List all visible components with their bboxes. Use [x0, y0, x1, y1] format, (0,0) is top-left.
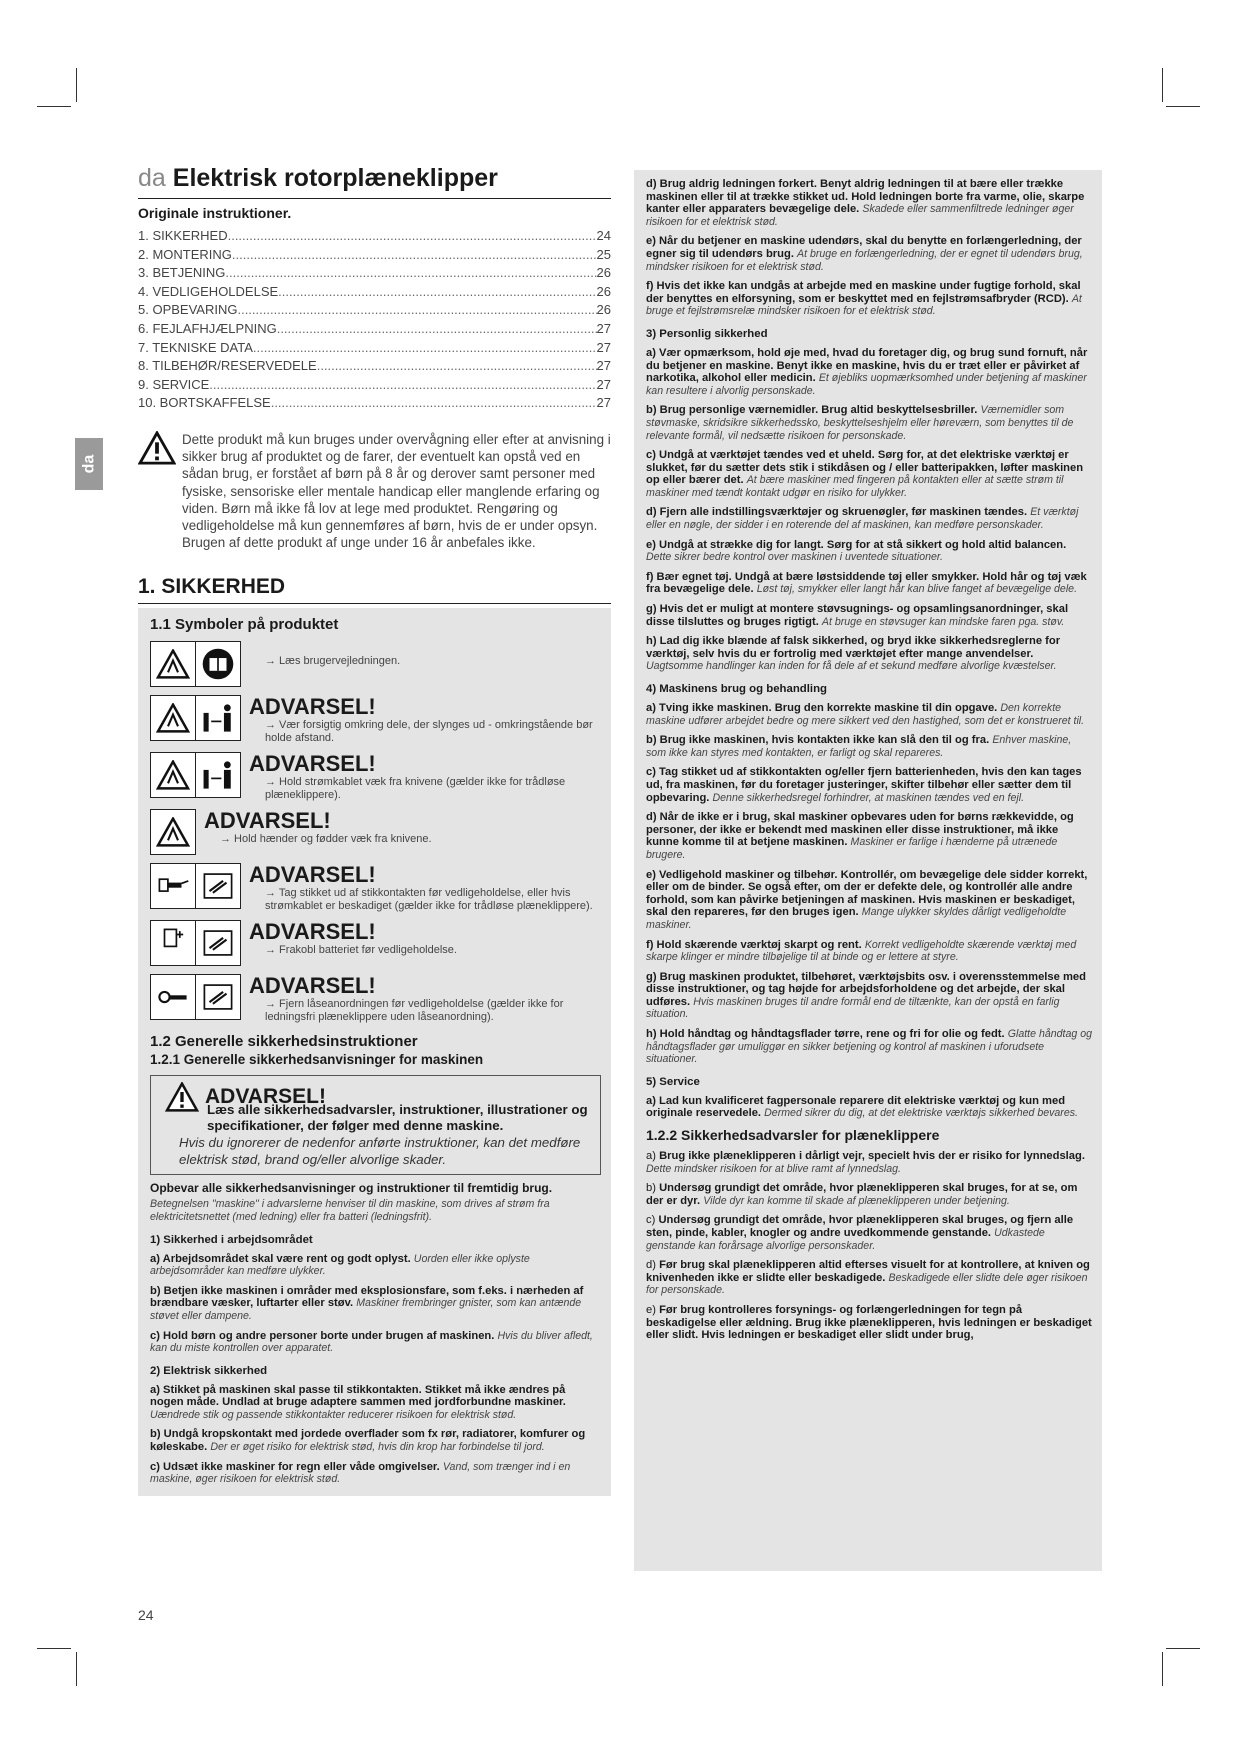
symbol-description — [249, 641, 601, 668]
paragraph-bold: b) Betjen ikke maskinen i områder med eksplosionsfare, som f.eks. i nærheden af brændbare væsker, luftarter eller støv. — [150, 1284, 584, 1310]
paragraph-note: Hvis du bliver afledt, kan du miste kontrollen over apparatet. — [150, 1329, 593, 1355]
electric-shock-icon — [151, 753, 195, 797]
toc-item — [138, 246, 611, 265]
paragraph-bold: a) Arbejdsområdet skal være rent og godt oplyst. — [150, 1252, 411, 1265]
symbol-description — [249, 974, 601, 1023]
paragraph-bold: g) Brug maskinen produktet, tilbehøret, værktøjsbits osv. i overensstemmelse med disse instruktioner, og tag højde for arbejdsforholdene og det arbejde, der skal udføres. — [646, 970, 1086, 1008]
safety-paragraph — [150, 1384, 601, 1422]
symbol-text: → Hold hænder og fødder væk fra knivene. — [220, 833, 432, 846]
toc-label: 9. SERVICE — [138, 376, 210, 392]
toc-item — [138, 283, 611, 302]
symbol-box — [150, 863, 241, 909]
paragraph-note: Glatte håndtag og håndtagsflader gør umuliggør en sikker betjening og kontrol af maskinen i uforudsete situationer. — [646, 1028, 1092, 1066]
symbol-row — [150, 974, 601, 1023]
paragraph-note: Der er øget risiko for elektrisk stød, hvis din krop har forbindelse til jord. — [210, 1441, 545, 1454]
table-of-contents — [138, 227, 611, 413]
toc-label: 5. OPBEVARING — [138, 302, 238, 318]
safety-key-icon — [151, 975, 195, 1019]
toc-page: 27 — [596, 320, 611, 336]
subsection-heading: 5) Service — [646, 1075, 700, 1088]
paragraph-note: Maskiner er farlige i hænderne på utrænede brugere. — [646, 836, 1058, 861]
safety-paragraph — [646, 1095, 1092, 1120]
mower-safety-item — [646, 1259, 1092, 1297]
machine-safety-heading: 1.2.1 Generelle sikkerhedsanvisninger for maskinen — [150, 1052, 484, 1068]
paragraph-note: Dette sikrer bedre kontrol over maskinen i uventede situationer. — [646, 551, 943, 564]
paragraph-bold: Brug ikke plæneklipperen i dårligt vejr, specielt hvis der er risiko for lynnedslag. — [659, 1150, 1085, 1163]
paragraph-bold: e) Når du betjener en maskine udendørs, skal du benytte en forlængerledning, der egner sig til udendørs brug. — [646, 235, 1082, 260]
paragraph-bold: b) Brug ikke maskinen, hvis kontakten ikke kan slå den til og fra. — [646, 734, 990, 747]
advarsel-label: ADVARSEL! — [249, 973, 376, 999]
symbol-row — [150, 863, 601, 912]
item-letter: e) — [646, 1303, 656, 1316]
toc-page: 26 — [596, 283, 611, 299]
safety-paragraph — [646, 939, 1092, 964]
paragraph-bold: Før brug kontrolleres forsynings- og forlængerledningen for tegn på beskadigelse eller ældning. Brug ikke plæneklipperen, hvis ledningen er beskadiget eller slidt. Hvis ledningen er beskadiget eller slidt under brug, — [646, 1303, 1092, 1342]
toc-item — [138, 301, 611, 320]
paragraph-note: Beskadigede eller slidte dele øger risikoen for personskade. — [646, 1271, 1088, 1297]
paragraph-note: Dermed sikrer du dig, at det elektriske værktøjs sikkerhed bevares. — [764, 1107, 1078, 1120]
toc-page: 26 — [596, 302, 611, 318]
safety-paragraph — [150, 1285, 601, 1323]
advarsel-label: ADVARSEL! — [249, 694, 376, 720]
paragraph-bold: d) Når de ikke er i brug, skal maskiner opbevares uden for børns rækkevidde, og personer, der ikke er bekendt med maskinen eller disse instruktioner, må ikke kunne komme til at betjene maskinen. — [646, 811, 1074, 849]
paragraph-note: At bruge en støvsuger kan mindske faren pga. støv. — [821, 615, 1065, 628]
paragraph-bold: Undersøg grundigt det område, hvor plæneklipperen skal bruges, og fjern alle sten, pinde, kabler, knogler og andre uvedkommende genstande. — [646, 1214, 1074, 1239]
toc-label: 7. TEKNISKE DATA — [138, 339, 253, 355]
toc-leader — [253, 339, 597, 358]
safety-paragraph — [646, 702, 1092, 727]
left-column — [138, 162, 611, 1496]
hand-blade-icon — [151, 810, 195, 854]
safety-paragraph — [150, 1461, 601, 1486]
paragraph-bold: h) Lad dig ikke blænde af falsk sikkerhed, og bryd ikke sikkerhedsreglerne for værktøj, selv hvis du er fortrolig med værktøjet efter mange anvendelser. — [646, 635, 1061, 660]
toc-page: 26 — [596, 265, 611, 281]
paragraph-bold: b) Brug personlige værnemidler. Brug altid beskyttelsesbriller. — [646, 404, 978, 417]
paragraph-bold: e) Vedligehold maskiner og tilbehør. Kontrollér, om bevægelige dele sidder korrekt, eller om de binder. Se også efter, om der er defekte dele, og kontrollér alle andre forhold, som kan påvirke betjeningen af maskinen. Hvis maskinen er beskadiget, skal den repareres, før den bruges igen. — [646, 868, 1088, 919]
advarsel-label: ADVARSEL! — [249, 919, 376, 945]
symbol-text: → Fjern låseanordningen før vedligeholdelse (gælder ikke for ledningsfri plæneklippere uden låseanordning). — [265, 998, 564, 1023]
paragraph-note: Dette mindsker risikoen for at blive ramt af lynnedslag. — [646, 1162, 901, 1175]
advarsel-label: ADVARSEL! — [204, 808, 331, 834]
language-tab: da — [75, 438, 103, 490]
toc-label: 1. SIKKERHED — [138, 228, 228, 243]
toc-leader — [237, 301, 596, 320]
paragraph-note: Korrekt vedligeholdte skærende værktøj med skarpe klinger er mindre tilbøjelige til at binde og er lettere at styre. — [646, 938, 1077, 964]
symbol-row — [150, 641, 601, 687]
toc-leader — [225, 264, 596, 283]
paragraph-bold: f) Hold skærende værktøj skarpt og rent. — [646, 938, 862, 951]
safety-paragraph — [646, 811, 1092, 861]
advarsel-label: ADVARSEL! — [249, 751, 376, 777]
toc-label: 3. BETJENING — [138, 265, 226, 281]
cable-blades-icon — [195, 753, 240, 797]
safety-paragraph — [646, 235, 1092, 273]
page-title: da Elektrisk rotorplæneklipper — [138, 164, 498, 192]
symbol-description — [249, 863, 601, 912]
section-heading-sikkerhed: 1. SIKKERHED — [138, 575, 286, 599]
subsection-heading: 4) Maskinens brug og behandling — [646, 683, 827, 695]
paragraph-bold: h) Hold håndtag og håndtagsflader tørre, rene og fri for olie og fedt. — [646, 1028, 1005, 1041]
paragraph-bold: b) Undgå kropskontakt med jordede overflader som fx rør, radiatorer, komfurer og køleskabe. — [150, 1428, 586, 1454]
safety-paragraph — [646, 178, 1092, 228]
paragraph-bold: d) Fjern alle indstillingsværktøjer og skruenøgler, før maskinen tændes. — [646, 506, 1028, 519]
crop-mark — [1166, 106, 1200, 107]
read-manual-icon — [195, 642, 240, 686]
paragraph-bold: Før brug skal plæneklipperen altid efterses visuelt for at kontrollere, at kniven og knivenheden ikke er slidte eller beskadigede. — [646, 1259, 1090, 1284]
paragraph-note: Uændrede stik og passende stikkontakter reducerer risikoen for elektrisk stød. — [150, 1408, 517, 1421]
mower-safety-item — [646, 1182, 1092, 1207]
symbol-text: → Tag stikket ud af stikkontakten før vedligeholdelse, eller hvis strømkablet er beskadiget (gælder ikke for trådløse plæneklippere). — [265, 887, 593, 912]
symbol-box — [150, 974, 241, 1020]
symbol-row — [150, 695, 601, 744]
safety-paragraph — [646, 869, 1092, 932]
symbol-box — [150, 695, 241, 741]
paragraph-bold: c) Hold børn og andre personer borte under brugen af maskinen. — [150, 1329, 495, 1342]
symbol-text: → Vær forsigtig omkring dele, der slynges ud - omkringstående bør holde afstand. — [265, 719, 593, 744]
safety-paragraph — [646, 506, 1092, 531]
symbols-list — [150, 641, 601, 1023]
toc-item — [138, 339, 611, 358]
toc-label: 8. TILBEHØR/RESERVEDELE — [138, 358, 317, 374]
warning-box: ADVARSEL! Læs alle sikkerhedsadvarsler, instruktioner, illustrationer og specifikationer, der følger med denne maskine. Hvis du ignorerer de nedenfor anførte instruktioner, kan det medføre elektrisk stød, brand og/eller alvorlige skader. — [150, 1075, 601, 1175]
safety-paragraph — [646, 971, 1092, 1021]
safety-paragraph — [646, 347, 1092, 397]
toc-page: 27 — [596, 339, 611, 355]
toc-page: 25 — [596, 246, 611, 262]
mower-safety-item — [646, 1214, 1092, 1252]
paragraph-bold: e) Undgå at strække dig for langt. Sørg for at stå sikkert og hold altid balancen. — [646, 538, 1067, 551]
paragraph-bold: c) Udsæt ikke maskiner for regn eller våde omgivelser. — [150, 1460, 440, 1473]
toc-item — [138, 320, 611, 339]
paragraph-note: At bruge en forlængerledning, der er egnet til udendørs brug, mindsker risikoen for et elektrisk stød. — [646, 247, 1083, 273]
toc-label: 2. MONTERING — [138, 246, 232, 262]
maintenance-icon — [195, 921, 240, 965]
paragraph-note: Værnemidler som støvmaske, skridsikre sikkerhedssko, beskyttelseshjelm eller høreværn, som benyttes til de relevante formål, vil nedsætte risikoen for personskade. — [646, 404, 1074, 442]
symbol-row — [150, 920, 601, 966]
safety-box — [138, 608, 611, 1496]
page-number: 24 — [138, 1607, 154, 1623]
symbol-description — [249, 752, 601, 801]
paragraph-note: Hvis maskinen bruges til andre formål end de tiltænkte, kan der opstå en farlig situation. — [646, 995, 1060, 1021]
symbol-box — [150, 920, 241, 966]
paragraph-bold: g) Hvis det er muligt at montere støvsugnings- og opsamlingsanordninger, skal disse tilsluttes og bruges rigtigt. — [646, 603, 1069, 628]
paragraph-bold: Undersøg grundigt det område, hvor plæneklipperen skal bruges, for at se, om der er dyr. — [646, 1182, 1078, 1207]
symbols-heading: 1.1 Symboler på produktet — [150, 616, 339, 634]
paragraph-bold: a) Vær opmærksom, hold øje med, hvad du foretager dig, og brug sund fornuft, når du betjener en maskine. Benyt ikke en maskine, hvis du er træt eller er påvirket af narkotika, alkohol eller medicin. — [646, 346, 1088, 385]
safety-paragraph — [646, 766, 1092, 804]
crop-mark — [1166, 1648, 1200, 1649]
maintenance-icon — [195, 975, 240, 1019]
toc-page: 27 — [596, 395, 611, 411]
paragraph-note: Den korrekte maskine udfører arbejdet bedre og mere sikkert ved den hastighed, som det er konstrueret til. — [646, 702, 1085, 727]
paragraph-note: At bære maskiner med fingeren på kontakten eller at sætte strøm til maskiner med tændt kontakt udgør en risiko for ulykker. — [646, 474, 1064, 499]
symbol-box — [150, 752, 241, 798]
paragraph-bold: c) Undgå at værktøjet tændes ved et uheld. Sørg for, at det elektriske værktøj er slukket, før du sætter dets stik i stikdåsen og / eller batteripakken, løfter maskinen op eller bærer det. — [646, 449, 1084, 487]
paragraph-bold: a) Lad kun kvalificeret fagpersonale reparere dit elektriske værktøj og kun med originale reservedele. — [646, 1094, 1066, 1120]
symbol-description — [249, 920, 601, 957]
paragraph-note: Et værktøj eller en nøgle, der sidder i en roterende del af maskinen, kan medføre personskader. — [646, 506, 1079, 532]
thrown-objects-icon — [151, 696, 195, 740]
subsection-heading: 2) Elektrisk sikkerhed — [150, 1364, 268, 1377]
safety-paragraph — [646, 539, 1092, 564]
symbol-box — [150, 641, 241, 687]
warning-triangle-icon — [138, 431, 176, 465]
mower-safety-heading: 1.2.2 Sikkerhedsadvarsler for plæneklippere — [646, 1127, 940, 1144]
toc-item — [138, 264, 611, 283]
toc-leader — [277, 320, 597, 339]
toc-leader — [209, 376, 596, 395]
paragraph-bold: f) Bær egnet tøj. Undgå at bære løstsiddende tøj eller smykker. Hold hår og tøj væk fra bevægelige dele. — [646, 570, 1087, 596]
safety-paragraph — [646, 603, 1092, 628]
safety-paragraph — [646, 635, 1092, 673]
toc-page: 27 — [596, 358, 611, 374]
toc-page: 27 — [596, 376, 611, 392]
toc-label: 10. BORTSKAFFELSE — [138, 395, 271, 411]
safety-paragraph — [150, 1428, 601, 1453]
paragraph-note: Maskiner frembringer gnister, som kan antænde støvet eller dampene. — [150, 1297, 582, 1322]
symbol-text: → Frakobl batteriet før vedligeholdelse. — [265, 944, 457, 957]
toc-leader — [228, 227, 597, 246]
warning-triangle-icon — [151, 642, 195, 686]
crop-mark — [37, 106, 71, 107]
paragraph-note: Vilde dyr kan komme til skade af plæneklipperen under betjening. — [703, 1194, 1010, 1207]
battery-remove-icon — [151, 921, 195, 965]
maintenance-icon — [195, 864, 240, 908]
advarsel-label: ADVARSEL! — [249, 862, 376, 888]
warning-triangle-icon — [165, 1082, 199, 1112]
paragraph-bold: c) Tag stikket ud af stikkontakten og/eller fjern batterienheden, hvis den kan tages ud, fra maskinen, før du foretager justeringer, skifter tilbehør eller sætter dem til opbevaring. — [646, 766, 1082, 804]
toc-page: 24 — [596, 228, 611, 243]
safety-paragraph — [646, 404, 1092, 442]
safety-paragraph — [646, 571, 1092, 596]
paragraph-note: At bruge et fejlstrømsrelæ mindsker risikoen for et elektrisk stød. — [646, 292, 1082, 318]
paragraph-note: Uorden eller ikke oplyste arbejdsområder kan medføre ulykker. — [150, 1252, 530, 1278]
safety-paragraph — [646, 449, 1092, 499]
paragraph-bold: f) Hvis det ikke kan undgås at arbejde med en maskine under fugtige forhold, skal der benyttes en elforsyning, som er beskyttet med en fejlstrømsafbryder (RCD). — [646, 280, 1081, 305]
crop-mark — [76, 1652, 77, 1686]
item-letter: b) — [646, 1182, 656, 1195]
paragraph-note: Vand, som trænger ind i en maskine, øger risikoen for elektrisk stød. — [150, 1460, 571, 1486]
toc-item — [138, 227, 611, 246]
item-letter: c) — [646, 1214, 656, 1227]
paragraph-bold: d) Brug aldrig ledningen forkert. Benyt aldrig ledningen til at bære eller trække maskinen eller til at trække stikket ud. Hold ledningen borte fra varme, olie, skarpe kanter eller apparaters bevægelige dele. — [646, 178, 1085, 216]
symbol-description — [204, 809, 601, 846]
left-safety-sections — [150, 1234, 601, 1486]
toc-label: 6. FEJLAFHJÆLPNING — [138, 320, 277, 336]
general-safety-heading: 1.2 Generelle sikkerhedsinstruktioner — [150, 1033, 418, 1051]
symbol-description — [249, 695, 601, 744]
safety-paragraph — [646, 280, 1092, 318]
paragraph-note: Udkastede genstande kan forårsage alvorlige personskader. — [646, 1227, 1045, 1252]
symbol-text: → Hold strømkablet væk fra knivene (gælder ikke for trådløse plæneklippere). — [265, 776, 566, 801]
subtitle: Originale instruktioner. — [138, 205, 292, 221]
right-column — [634, 170, 1102, 1571]
paragraph-note: Et øjebliks uopmærksomhed under betjening af maskiner kan resultere i alvorlig personskade. — [646, 372, 1087, 397]
toc-item — [138, 376, 611, 395]
keep-distance-icon — [195, 696, 240, 740]
mower-safety-item — [646, 1150, 1092, 1175]
toc-leader — [278, 283, 596, 302]
subsection-heading: 3) Personlig sikkerhed — [646, 327, 768, 340]
crop-mark — [37, 1648, 71, 1649]
toc-leader — [317, 357, 597, 376]
symbol-box — [150, 809, 196, 855]
paragraph-note: Skadede eller sammenfiltrede ledninger øger risikoen for et elektrisk stød. — [646, 203, 1074, 228]
toc-label: 4. VEDLIGEHOLDELSE — [138, 283, 279, 299]
safety-paragraph — [150, 1330, 601, 1355]
item-letter: a) — [646, 1150, 656, 1163]
toc-item — [138, 357, 611, 376]
paragraph-note: Denne sikkerhedsregel forhindrer, at maskinen tændes ved en fejl. — [712, 791, 1025, 804]
unplug-icon — [151, 864, 195, 908]
crop-mark — [76, 68, 77, 102]
paragraph-bold: a) Tving ikke maskinen. Brug den korrekte maskine til din opgave. — [646, 702, 998, 714]
toc-item — [138, 394, 611, 413]
machine-definition: Betegnelsen "maskine" i advarslerne henviser til din maskine, som drives af strøm fra elektricitetsnettet (med ledning) eller fra batteri (ledningsfrit). — [150, 1198, 550, 1223]
item-letter: d) — [646, 1259, 656, 1272]
safety-paragraph — [646, 1028, 1092, 1066]
keep-instructions: Opbevar alle sikkerhedsanvisninger og instruktioner til fremtidig brug. — [150, 1181, 553, 1196]
symbol-row — [150, 752, 601, 801]
paragraph-bold: a) Stikket på maskinen skal passe til stikkontakten. Stikket må ikke ændres på nogen måde. Undlad at bruge adaptere sammen med jordforbundne maskiner. — [150, 1383, 566, 1409]
paragraph-note: Enhver maskine, som ikke kan styres med kontakten, er farligt og skal repareres. — [646, 734, 1072, 759]
symbol-row — [150, 809, 601, 855]
toc-leader — [232, 246, 597, 265]
intro-warning: Dette produkt må kun bruges under overvågning eller efter at anvisning i sikker brug af produktet og de farer, der eventuelt kan opstå ved en sådan brug, er forstået af børn på 8 år og derover samt personer med fysiske, sensoriske eller mentale handicap eller manglende erfaring og viden. Børn må ikke få lov at lege med produktet. Rengøring og vedligeholdelse må kun gennemføres af børn, hvis de er under opsyn. Brugen af dette produkt af unge under 16 år anbefales ikke. — [138, 431, 611, 551]
crop-mark — [1162, 68, 1163, 102]
mower-safety-item — [646, 1304, 1092, 1342]
symbol-text: → Læs brugervejledningen. — [265, 655, 401, 668]
subsection-heading: 1) Sikkerhed i arbejdsområdet — [150, 1233, 313, 1246]
safety-paragraph — [646, 734, 1092, 759]
toc-leader — [271, 394, 597, 413]
safety-paragraph — [150, 1253, 601, 1278]
paragraph-note: Mange ulykker skyldes dårligt vedligeholdte maskiner. — [646, 906, 1067, 931]
paragraph-note: Uagtsomme handlinger kan inden for få dele af et sekund medføre alvorlige kvæstelser. — [646, 660, 1057, 673]
paragraph-note: Løst tøj, smykker eller langt hår kan blive fanget af bevægelige dele. — [756, 583, 1078, 596]
crop-mark — [1162, 1652, 1163, 1686]
